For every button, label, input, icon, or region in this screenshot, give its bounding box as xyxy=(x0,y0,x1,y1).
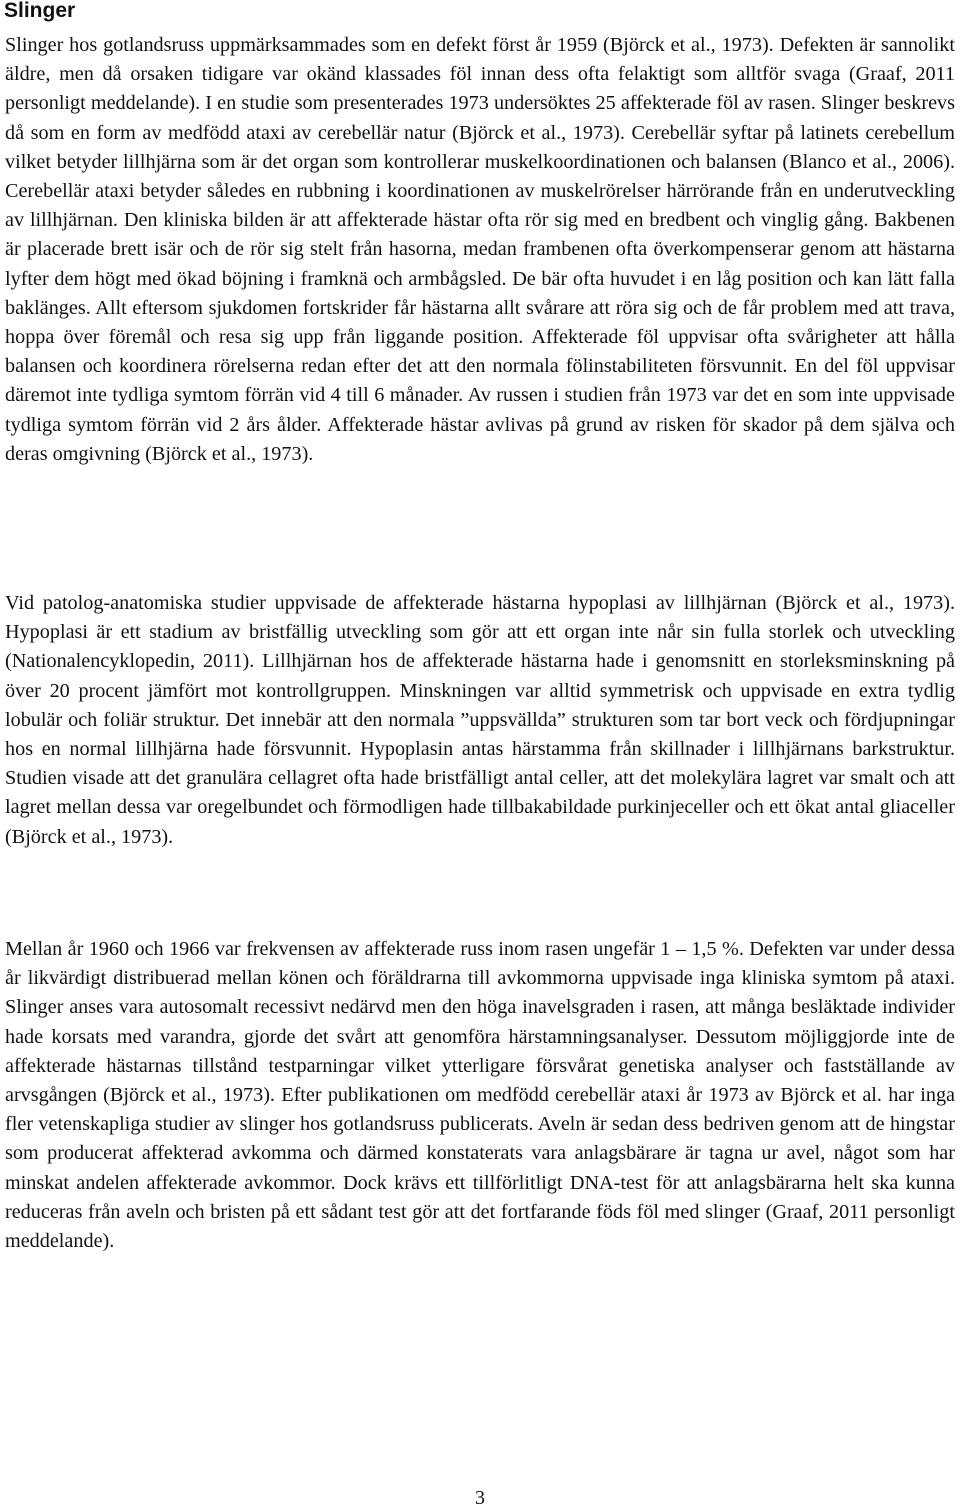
section-heading: Slinger xyxy=(4,0,76,22)
paragraph-clinical-picture: Slinger hos gotlandsruss uppmärksammades som en defekt först år 1959 (Björck et al., 1973). Defekten är sannolikt äldre, men då orsaken tidigare var okänd klassades föl innan dess ofta felaktigt som alltför svaga (Graaf, 2011 personligt meddelande). I en studie som presenterades 1973 undersöktes 25 affekterade föl av rasen. Slinger beskrevs då som en form av medfödd ataxi av cerebellär natur (Björck et al., 1973). Cerebellär syftar på latinets cerebellum vilket betyder lillhjärna som är det organ som kontrollerar muskelkoordinationen och balansen (Blanco et al., 2006). Cerebellär ataxi betyder således en rubbning i koordinationen av muskelrörelser härrörande från en underutveckling av lillhjärnan. Den kliniska bilden är att affekterade hästar ofta rör sig med en bredbent och vinglig gång. Bakbenen är placerade brett isär och de rör sig stelt från hasorna, medan frambenen ofta överkompenserar genom att hästarna lyfter dem högt med ökad böjning i framknä och armbågsled. De bär ofta huvudet i en låg position och kan lätt falla baklänges. Allt eftersom sjukdomen fortskrider får hästarna allt svårare att röra sig och de får problem med att trava, hoppa över föremål och resa sig upp från liggande position. Affekterade föl uppvisar ofta svårigheter att hålla balansen och koordinera rörelserna redan efter det att den normala fölinstabiliteten försvunnit. En del föl uppvisar däremot inte tydliga symtom förrän vid 4 till 6 månader. Av russen i studien från 1973 var det en som inte uppvisade tydliga symtom förrän vid 2 års ålder. Affekterade hästar avlivas på grund av risken för skador på dem själva och deras omgivning (Björck et al., 1973). xyxy=(5,34,955,465)
paragraph-pathology: Vid patolog-anatomiska studier uppvisade de affekterade hästarna hypoplasi av lillhjärnan (Björck et al., 1973). Hypoplasi är ett stadium av bristfällig utveckling som gör att ett organ inte når sin fulla storlek och utveckling (Nationalencyklopedin, 2011). Lillhjärnan hos de affekterade hästarna hade i genomsnitt en storleksminskning på över 20 procent jämfört mot kontrollgruppen. Minskningen var alltid symmetrisk och uppvisade en extra tydlig lobulär och foliär struktur. Det innebär att den normala ”uppsvällda” strukturen som tar bort veck och fördjupningar hos en normal lillhjärna hade försvunnit. Hypoplasin antas härstamma från skillnader i lillhjärnans barkstruktur. Studien visade att det granulära cellagret ofta hade bristfälligt antal celler, att det molekylära lagret var smalt och att lagret mellan dessa var oregelbundet och förmodligen hade tillbakabildade purkinjeceller och ett ökat antal gliaceller (Björck et al., 1973). xyxy=(5,592,955,848)
paragraph-heredity: Mellan år 1960 och 1966 var frekvensen av affekterade russ inom rasen ungefär 1 – 1,5 %. Defekten var under dessa år likvärdigt distribuerad mellan könen och föräldrarna till avkommorna uppvisade inga kliniska symtom på ataxi. Slinger anses vara autosomalt recessivt nedärvd men den höga inavelsgraden i rasen, att många besläktade individer hade korsats med varandra, gjorde det svårt att genomföra härstamningsanalyser. Dessutom möjliggjorde inte de affekterade hästarnas tillstånd testparningar vilket ytterligare försvårat genetiska analyser och fastställande av arvsgången (Björck et al., 1973). Efter publikationen om medfödd cerebellär ataxi år 1973 av Björck et al. har inga fler vetenskapliga studier av slinger hos gotlandsruss publicerats. Aveln är sedan dess bedriven genom att de hingstar som producerat affekterad avkomma och därmed konstaterats vara anlagsbärare är tagna ur avel, något som har minskat andelen affekterade avkommor. Dock krävs ett tillförlitligt DNA-test för att anlagsbärarna helt ska kunna reduceras från aveln och bristen på ett sådant test gör att det fortfarande föds föl med slinger (Graaf, 2011 personligt meddelande). xyxy=(5,938,955,1253)
page-number: 3 xyxy=(475,1487,485,1509)
